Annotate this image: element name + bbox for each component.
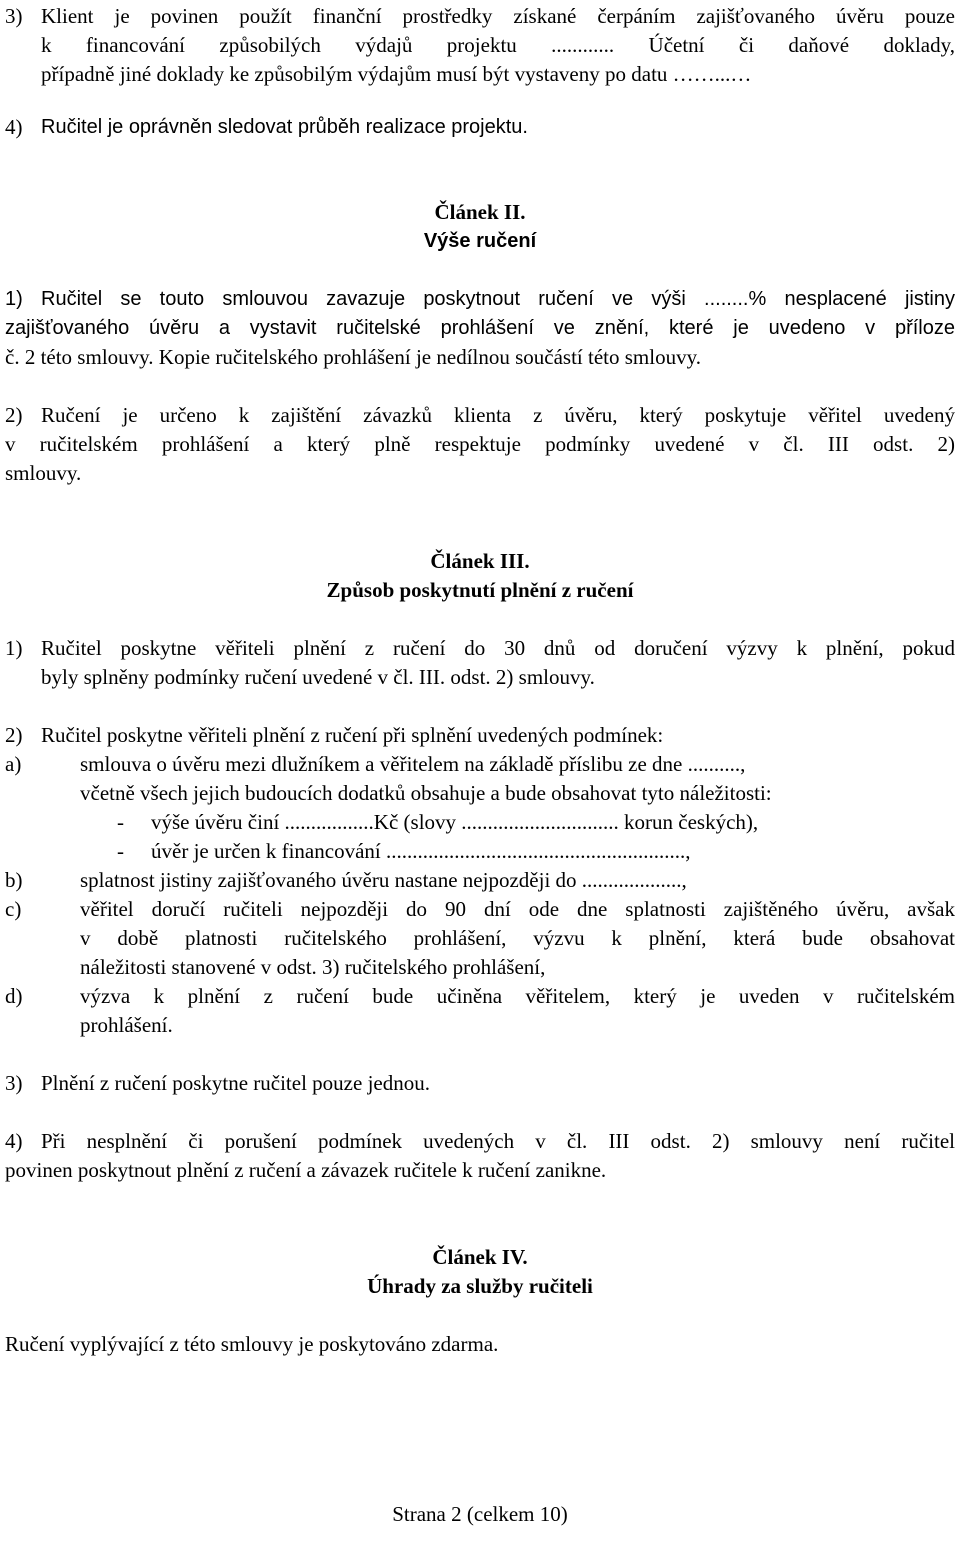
list-label: d) — [5, 984, 23, 1008]
paragraph-text: případně jiné doklady ke způsobilým výdajům musí být vystaveny po datu ……...… — [41, 62, 752, 86]
paragraph-number: 4) — [5, 115, 23, 139]
paragraph-text: č. 2 této smlouvy. Kopie ručitelského prohlášení je nedílnou součástí této smlouvy. — [5, 345, 701, 369]
paragraph-text: Při nesplnění či porušení podmínek uvedených v čl. III odst. 2) smlouvy není ručitel — [41, 1129, 955, 1153]
paragraph-text: Ručitel je oprávněn sledovat průběh realizace projektu. — [41, 116, 528, 138]
article-heading: Článek II. — [434, 200, 526, 224]
paragraph-number: 1) — [5, 636, 23, 660]
paragraph-number: 4) — [5, 1129, 23, 1153]
article-title: Úhrady za služby ručiteli — [367, 1274, 593, 1298]
paragraph-text: Ručení je určeno k zajištění závazků klienta z úvěru, který poskytuje věřitel uvedený — [41, 403, 955, 427]
list-item-text: včetně všech jejich budoucích dodatků obsahuje a bude obsahovat tyto náležitosti: — [80, 781, 772, 805]
paragraph-number: 3) — [5, 1071, 23, 1095]
list-item-text: prohlášení. — [80, 1013, 173, 1037]
paragraph-text: Ručitel poskytne věřiteli plnění z ručení do 30 dnů od doručení výzvy k plnění, pokud — [41, 636, 955, 660]
paragraph-text: smlouvy. — [5, 461, 82, 485]
article-title: Výše ručení — [423, 230, 537, 252]
dash-item-text: výše úvěru činí .................Kč (slovy .............................. korun českých), — [151, 810, 759, 834]
dash-mark: - — [117, 839, 124, 863]
paragraph-text: Plnění z ručení poskytne ručitel pouze jednou. — [41, 1071, 430, 1095]
paragraph-text: k financování způsobilých výdajů projektu ............ Účetní či daňové doklady, — [41, 33, 955, 57]
paragraph-number: 2) — [5, 403, 23, 427]
paragraph-text: Klient je povinen použít finanční prostředky získané čerpáním zajišťovaného úvěru pouze — [41, 4, 955, 28]
paragraph-text: byly splněny podmínky ručení uvedené v čl. III. odst. 2) smlouvy. — [41, 665, 595, 689]
paragraph-text: Ručitel se touto smlouvou zavazuje poskytnout ručení ve výši ........% nesplacené jistiny — [41, 288, 955, 310]
paragraph-text: zajišťovaného úvěru a vystavit ručitelské prohlášení ve znění, které je uvedeno v příloze — [5, 317, 955, 339]
paragraph-text: v ručitelském prohlášení a který plně respektuje podmínky uvedené v čl. III odst. 2) — [5, 432, 955, 456]
paragraph-text: povinen poskytnout plnění z ručení a závazek ručitele k ručení zanikne. — [5, 1158, 607, 1182]
list-item-text: splatnost jistiny zajišťovaného úvěru nastane nejpozději do ..................., — [80, 868, 687, 892]
paragraph-number: 3) — [5, 4, 23, 28]
dash-item-text: úvěr je určen k financování ........................................................., — [151, 839, 691, 863]
article-heading: Článek III. — [430, 549, 530, 573]
article-title: Způsob poskytnutí plnění z ručení — [326, 578, 634, 602]
dash-mark: - — [117, 810, 124, 834]
paragraph-text: Ručení vyplývající z této smlouvy je poskytováno zdarma. — [5, 1332, 499, 1356]
paragraph-number: 1) — [5, 288, 23, 310]
list-item-text: výzva k plnění z ručení bude učiněna věřitelem, který je uveden v ručitelském — [80, 984, 955, 1008]
list-label: b) — [5, 868, 23, 892]
list-item-text: smlouva o úvěru mezi dlužníkem a věřitelem na základě příslibu ze dne .........., — [80, 752, 746, 776]
list-item-text: v době platnosti ručitelského prohlášení, výzvu k plnění, která bude obsahovat — [80, 926, 955, 950]
list-item-text: náležitosti stanovené v odst. 3) ručitelského prohlášení, — [80, 955, 546, 979]
article-heading: Článek IV. — [432, 1245, 528, 1269]
paragraph-number: 2) — [5, 723, 23, 747]
list-label: c) — [5, 897, 22, 921]
list-label: a) — [5, 752, 22, 776]
page-footer: Strana 2 (celkem 10) — [392, 1502, 568, 1526]
list-item-text: věřitel doručí ručiteli nejpozději do 90 dní ode dne splatnosti zajištěného úvěru, avšak — [80, 897, 955, 921]
paragraph-text: Ručitel poskytne věřiteli plnění z ručení při splnění uvedených podmínek: — [41, 723, 664, 747]
